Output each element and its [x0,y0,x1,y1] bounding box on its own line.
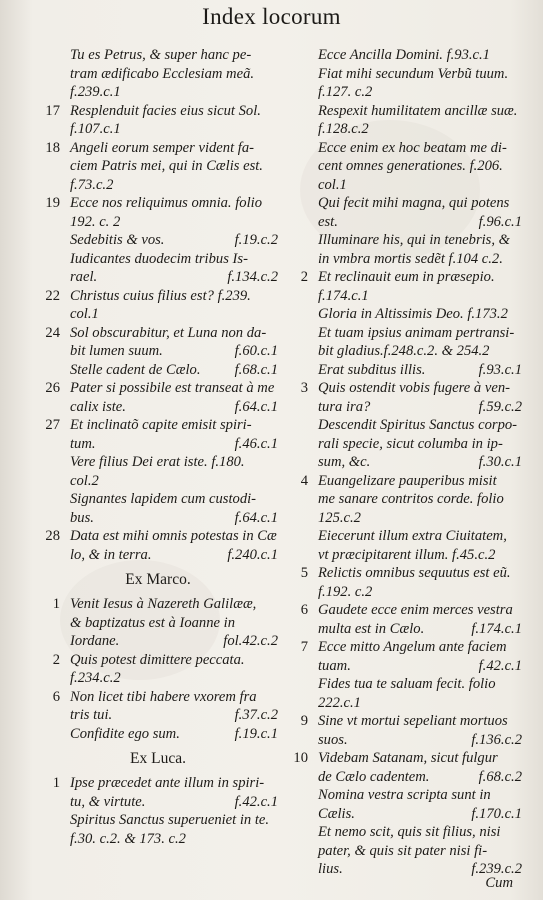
index-entry [286,638,522,712]
chapter-number: 6 [300,602,308,618]
entry-line [70,102,278,121]
entry-text: 222.c.1 [318,694,361,711]
entry-text: lius. [318,861,343,877]
entry-text: tuam. [318,657,351,674]
folio-reference: f.170.c.1 [471,805,522,822]
entry-line [70,706,278,725]
entry-line [318,712,522,731]
entry-line [70,231,278,250]
entry-line [318,805,522,824]
entry-text: Pater si possibile est transeat à me [70,380,275,396]
entry-text: Quis ostendit vobis fugere à ven- [318,380,510,396]
folio-reference: f.64.c.1 [234,398,278,415]
folio-reference: f.136.c.2 [471,731,522,748]
entry-line [318,65,522,84]
entry-text: Sol obscurabitur, et Luna non da- [70,324,267,341]
index-entry [38,102,278,139]
entry-text: Et tuam ipsius animam pertransi- [318,324,515,341]
entry-line [318,527,522,546]
entry-text: col.2 [70,472,99,489]
entry-text: Nomina vestra scripta sunt in [318,787,491,803]
entry-line [70,250,278,269]
entry-line [70,361,278,380]
entry-line [70,139,278,158]
entry-text: Et reclinauit eum in præsepio. [318,269,495,285]
chapter-number: 28 [45,528,60,544]
entry-text: Quis potest dimittere peccata. [70,651,245,668]
index-entry [286,749,522,879]
index-entry [286,46,522,268]
entry-line [70,774,278,793]
entry-text: Euangelizare pauperibus misit [318,472,497,489]
folio-reference: f.68.c.1 [234,361,278,378]
entry-line [70,527,278,546]
entry-line [318,823,522,842]
index-entry [38,231,278,287]
chapter-number: 2 [52,651,60,668]
entry-text: Fides tua te saluam fecit. folio [318,676,496,692]
entry-line [318,842,522,861]
index-entry [286,268,522,379]
folio-reference: f.19.c.2 [234,232,278,248]
entry-line [70,324,278,343]
entry-line [70,342,278,361]
entry-line [70,472,278,491]
entry-line [70,811,278,830]
entry-line [318,453,522,472]
entry-text: Christus cuius filius est? f.239. [70,287,251,304]
entry-line [70,435,278,454]
entry-text: f.234.c.2 [70,670,121,686]
index-entry [38,595,278,651]
entry-line [318,601,522,620]
entry-line [70,669,278,688]
chapter-number: 7 [300,639,308,655]
index-entry [38,651,278,688]
entry-text: f.128.c.2 [318,121,369,137]
entry-line [318,564,522,583]
entry-line [70,416,278,435]
entry-text: suos. [318,731,348,748]
entry-text: Eiecerunt illum extra Ciuitatem, [318,528,507,544]
entry-line [70,305,278,324]
entry-line [70,632,278,651]
entry-text: 125.c.2 [318,509,361,526]
index-entry [38,416,278,527]
entry-text: Fiat mihi secundum Verbũ tuum. [318,65,509,82]
entry-line [318,546,522,565]
entry-line [70,453,278,472]
folio-reference: f.134.c.2 [227,269,278,285]
entry-text: Ecce nos reliquimus omnia. folio [70,195,262,211]
folio-reference: f.37.c.2 [234,707,278,723]
entry-text: Resplenduit facies eius sicut Sol. [70,102,261,119]
chapter-number: 4 [300,472,308,489]
folio-reference: f.93.c.1 [478,361,522,378]
entry-line [318,398,522,417]
entry-line [318,694,522,713]
entry-text: bit gladius.f.248.c.2. & 254.2 [318,343,490,359]
entry-line [70,830,278,849]
entry-line [70,379,278,398]
catchword: Cum [485,875,513,891]
entry-text: Ecce Ancilla Domini. f.93.c.1 [318,47,490,63]
entry-text: cent omnes generationes. f.206. [318,158,503,174]
entry-text: multa est in Cælo. [318,620,425,637]
entry-text: lo, & in terra. [70,546,152,563]
entry-text: Gloria in Altissimis Deo. f.173.2 [318,306,508,322]
entry-text: Stelle cadent de Cælo. [70,361,201,378]
entry-line [318,749,522,768]
folio-reference: f.42.c.1 [478,657,522,674]
entry-line [70,725,278,744]
entry-line [70,595,278,614]
entry-text: Confidite ego sum. [70,725,180,742]
folio-reference: f.42.c.1 [234,793,278,810]
entry-text: Respexit humilitatem ancillæ suæ. [318,102,518,119]
entry-line [318,490,522,509]
folio-reference: f.46.c.1 [234,435,278,452]
index-entry [38,139,278,195]
entry-text: rael. [70,269,98,285]
entry-text: pater, & quis sit pater nisi fi- [318,842,488,859]
entry-text: & baptizatus est à Ioanne in [70,614,235,631]
folio-reference: f.30.c.1 [478,454,522,470]
chapter-number: 10 [293,750,308,766]
entry-line [70,46,278,65]
entry-text: col.1 [70,306,99,322]
entry-text: calix iste. [70,398,126,415]
entry-text: me sanare contritos corde. folio [318,491,504,507]
chapter-number: 24 [45,324,60,341]
folio-reference: f.174.c.1 [471,620,522,637]
entry-line [318,786,522,805]
entry-line [70,490,278,509]
index-entry [286,379,522,472]
index-entry [38,527,278,564]
entry-text: Erat subditus illis. [318,361,426,378]
entry-text: Iudicantes duodecim tribus Is- [70,250,248,267]
entry-line [318,176,522,195]
entry-line [70,157,278,176]
entry-line [318,83,522,102]
entry-line [318,268,522,287]
entry-line [70,793,278,812]
entry-line [318,231,522,250]
entry-line [70,83,278,102]
chapter-number: 22 [45,287,60,304]
entry-line [70,65,278,84]
chapter-number: 27 [45,417,60,433]
folio-reference: f.19.c.1 [234,725,278,742]
folio-reference: f.64.c.1 [234,509,278,526]
entry-text: tu, & virtute. [70,793,146,810]
entry-line [70,194,278,213]
entry-text: Sedebitis & vos. [70,232,165,248]
chapter-number: 26 [45,380,60,396]
entry-text: Sine vt mortui sepeliant mortuos [318,713,508,729]
folio-reference: f.60.c.1 [234,343,278,359]
section-heading: Ex Marco. [125,571,191,588]
entry-line [318,46,522,65]
chapter-number: 2 [300,269,308,285]
entry-line [318,620,522,639]
entry-text: tram ædificabo Ecclesiam meã. [70,65,255,82]
entry-text: de Cælo cadentem. [318,768,430,785]
section-heading: Ex Luca. [130,750,186,767]
index-entry [286,472,522,565]
entry-text: est. [318,213,338,230]
entry-text: f.174.c.1 [318,287,369,304]
entry-line [318,361,522,380]
entry-text: tura ira? [318,398,371,415]
entry-line [318,324,522,343]
entry-line [70,546,278,565]
chapter-number: 1 [52,596,60,612]
entry-text: Vere filius Dei erat iste. f.180. [70,454,245,470]
running-header: Index locorum [202,4,341,29]
index-entry [38,324,278,380]
entry-text: f.73.c.2 [70,176,114,193]
chapter-number: 1 [52,775,60,791]
entry-text: Relictis omnibus sequutus est eũ. [318,565,511,581]
entry-text: Et nemo scit, quis sit filius, nisi [318,824,501,840]
entry-text: bit lumen suum. [70,343,163,359]
folio-reference: f.68.c.2 [478,768,522,785]
entry-line [318,102,522,121]
entry-text: sum, &c. [318,454,371,470]
entry-text: rali specie, sicut columba in ip- [318,435,503,452]
entry-line [318,583,522,602]
folio-reference: f.240.c.1 [227,546,278,563]
index-entry [38,379,278,416]
entry-line [70,268,278,287]
entry-line [318,509,522,528]
entry-line [318,305,522,324]
entry-line [318,731,522,750]
chapter-number: 6 [52,688,60,705]
entry-line [70,287,278,306]
entry-text: f.107.c.1 [70,121,121,137]
entry-text: Cælis. [318,805,355,822]
entry-text: Illuminare his, qui in tenebris, & [318,232,511,248]
entry-text: Spiritus Sanctus superueniet in te. [70,812,270,828]
entry-text: f.30. c.2. & 173. c.2 [70,830,186,847]
entry-text: ciem Patris mei, qui in Cælis est. [70,158,263,174]
entry-line [318,250,522,269]
chapter-number: 5 [300,565,308,581]
folio-reference: f.239.c.2 [471,861,522,877]
entry-text: col.1 [318,176,347,193]
entry-text: Data est mihi omnis potestas in Cæ [70,528,277,544]
entry-text: Tu es Petrus, & super hanc pe- [70,47,252,63]
entry-line [318,213,522,232]
entry-text: Et inclinatõ capite emisit spiri- [70,417,252,433]
entry-line [70,688,278,707]
entry-text: Ipse præcedet ante illum in spiri- [70,775,265,791]
entry-text: Videbam Satanam, sicut fulgur [318,750,498,766]
chapter-number: 19 [45,195,60,211]
entry-text: Angeli eorum semper vident fa- [70,139,254,156]
entry-text: Descendit Spiritus Sanctus corpo- [318,417,518,433]
entry-text: f.239.c.1 [70,84,121,100]
index-entry [38,287,278,324]
left-column [38,46,278,848]
entry-line [318,139,522,158]
entry-line [70,120,278,139]
entry-text: 192. c. 2 [70,213,121,230]
entry-line [318,416,522,435]
entry-text: f.127. c.2 [318,84,373,100]
entry-line [318,435,522,454]
entry-line [70,176,278,195]
entry-text: Venit Iesus à Nazereth Galilææ, [70,596,257,612]
entry-line [318,379,522,398]
entry-line [70,509,278,528]
entry-text: Signantes lapidem cum custodi- [70,491,257,507]
entry-line [318,120,522,139]
index-entry [38,774,278,848]
entry-line [70,651,278,670]
folio-reference: f.96.c.1 [478,213,522,230]
folio-reference: f.59.c.2 [478,398,522,415]
entry-text: Iordane. [70,633,120,649]
entry-text: tum. [70,435,96,452]
entry-line [318,342,522,361]
index-entry [38,194,278,231]
index-entry [286,564,522,601]
entry-line [318,157,522,176]
entry-line [70,398,278,417]
index-entry [38,46,278,102]
entry-line [318,194,522,213]
chapter-number: 18 [45,139,60,156]
entry-line [318,657,522,676]
entry-text: vt præcipitarent illum. f.45.c.2 [318,546,496,563]
entry-text: Qui fecit mihi magna, qui potens [318,195,510,211]
index-entry [286,601,522,638]
entry-text: f.192. c.2 [318,583,373,600]
index-entry [286,712,522,749]
entry-text: Gaudete ecce enim merces vestra [318,602,513,618]
entry-text: Ecce enim ex hoc beatam me di- [318,139,507,156]
entry-text: Ecce mitto Angelum ante faciem [318,639,507,655]
entry-line [318,472,522,491]
entry-text: tris tui. [70,707,113,723]
entry-line [70,213,278,232]
right-column [286,46,522,879]
folio-reference: fol.42.c.2 [223,633,278,649]
entry-text: bus. [70,509,94,526]
entry-text: in vmbra mortis sedẽt f.104 c.2. [318,250,503,267]
chapter-number: 9 [300,713,308,729]
entry-line [318,287,522,306]
index-entry [38,688,278,744]
entry-line [318,768,522,787]
entry-line [318,675,522,694]
entry-line [70,614,278,633]
chapter-number: 3 [300,380,308,396]
entry-text: Non licet tibi habere vxorem fra [70,688,257,705]
entry-line [318,638,522,657]
chapter-number: 17 [45,102,60,119]
